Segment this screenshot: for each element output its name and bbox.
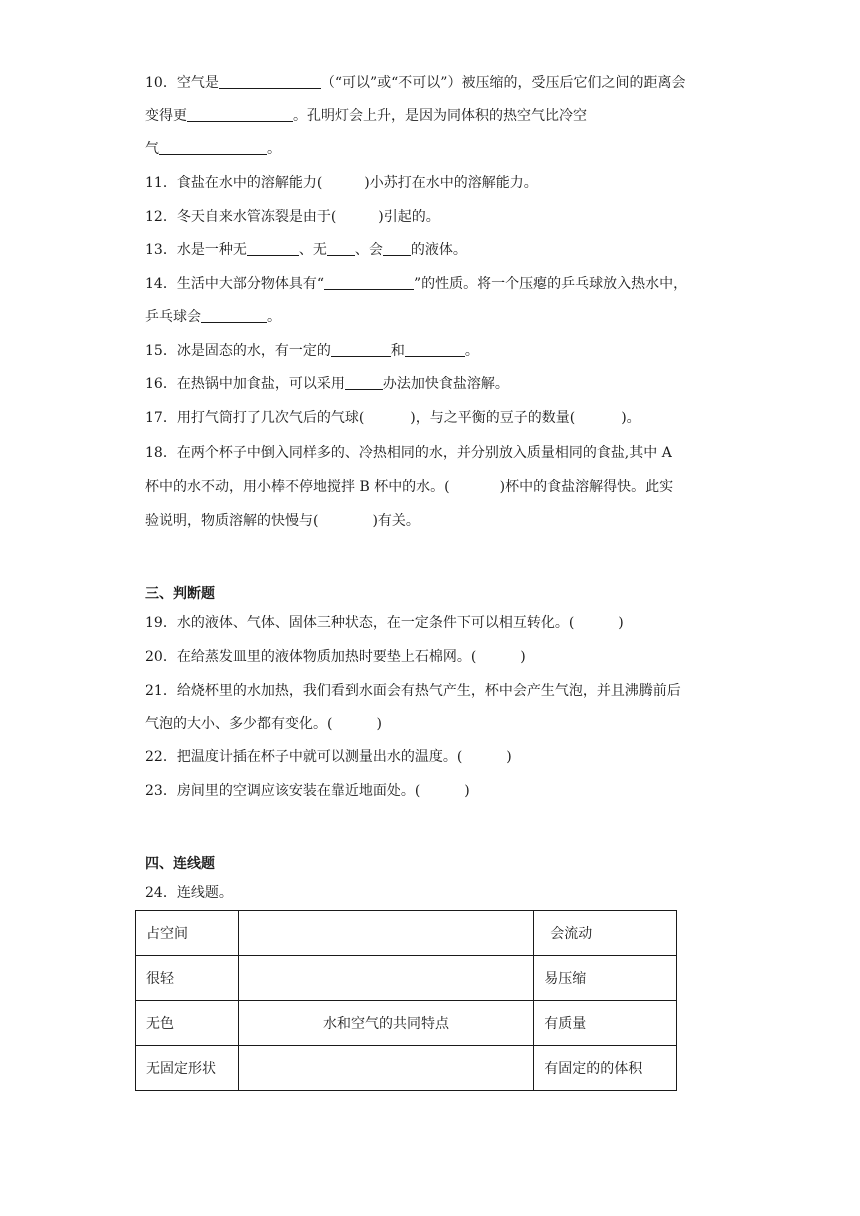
question-10-line1: 10．空气是 （“可以”或“不可以”）被压缩的，受压后它们之间的距离会 <box>145 75 686 91</box>
question-14-line1: 14．生活中大部分物体具有“ ”的性质。将一个压瘪的乒乓球放入热水中， <box>145 276 688 292</box>
left-item[interactable]: 占空间 <box>136 911 239 956</box>
answer-blank[interactable] <box>201 308 267 323</box>
question-10-line2: 变得更 。孔明灯会上升，是因为同体积的热空气比冷空 <box>145 108 587 124</box>
answer-blank[interactable] <box>247 241 299 256</box>
question-16: 16．在热锅中加食盐，可以采用 办法加快食盐溶解。 <box>145 376 509 392</box>
question-21-line1: 21．给烧杯里的水加热，我们看到水面会有热气产生，杯中会产生气泡，并且沸腾前后 <box>145 683 681 699</box>
question-10-line3: 气 。 <box>145 141 281 157</box>
right-item[interactable]: 会流动 <box>534 911 677 956</box>
table-row <box>136 1001 677 1046</box>
center-label[interactable]: 水和空气的共同特点 <box>238 1001 533 1046</box>
answer-blank[interactable] <box>405 342 465 357</box>
question-17: 17．用打气筒打了几次气后的气球( )，与之平衡的豆子的数量( )。 <box>145 410 641 426</box>
matching-table <box>135 910 677 1091</box>
question-13: 13．水是一种无 、无 、会 的液体。 <box>145 242 467 258</box>
answer-blank[interactable] <box>324 275 414 290</box>
question-23: 23．房间里的空调应该安装在靠近地面处。( ) <box>145 783 470 799</box>
answer-blank[interactable] <box>159 140 267 155</box>
table-row <box>136 1046 677 1091</box>
question-18-line2: 杯中的水不动，用小棒不停地搅拌 B 杯中的水。( )杯中的食盐溶解得快。此实 <box>145 479 674 495</box>
center-cell <box>238 956 533 1001</box>
question-20: 20．在给蒸发皿里的液体物质加热时要垫上石棉网。( ) <box>145 649 526 665</box>
answer-blank[interactable] <box>219 74 321 89</box>
right-item[interactable]: 有质量 <box>534 1001 677 1046</box>
answer-blank[interactable] <box>327 241 355 256</box>
right-item[interactable]: 有固定的的体积 <box>534 1046 677 1091</box>
left-item[interactable]: 无固定形状 <box>136 1046 239 1091</box>
right-item[interactable]: 易压缩 <box>534 956 677 1001</box>
table-row <box>136 911 677 956</box>
question-19: 19．水的液体、气体、固体三种状态，在一定条件下可以相互转化。( ) <box>145 615 624 631</box>
question-14-line2: 乒乓球会 。 <box>145 309 281 325</box>
center-cell <box>238 911 533 956</box>
question-11: 11．食盐在水中的溶解能力( )小苏打在水中的溶解能力。 <box>145 175 538 191</box>
left-item[interactable]: 很轻 <box>136 956 239 1001</box>
center-cell <box>238 1046 533 1091</box>
table-row <box>136 956 677 1001</box>
question-21-line2: 气泡的大小、多少都有变化。( ) <box>145 716 382 732</box>
answer-blank[interactable] <box>345 375 383 390</box>
question-18-line1: 18．在两个杯子中倒入同样多的、冷热相同的水，并分别放入质量相同的食盐,其中 A <box>145 445 672 461</box>
answer-blank[interactable] <box>187 107 293 122</box>
question-12: 12．冬天自来水管冻裂是由于( )引起的。 <box>145 209 440 225</box>
question-22: 22．把温度计插在杯子中就可以测量出水的温度。( ) <box>145 749 512 765</box>
section-heading-judgement: 三、判断题 <box>145 586 215 602</box>
left-item[interactable]: 无色 <box>136 1001 239 1046</box>
answer-blank[interactable] <box>383 241 411 256</box>
section-heading-matching: 四、连线题 <box>145 856 215 872</box>
question-15: 15．冰是固态的水，有一定的 和 。 <box>145 343 479 359</box>
question-18-line3: 验说明，物质溶解的快慢与( )有关。 <box>145 513 420 529</box>
question-24: 24．连线题。 <box>145 885 233 901</box>
answer-blank[interactable] <box>331 342 391 357</box>
